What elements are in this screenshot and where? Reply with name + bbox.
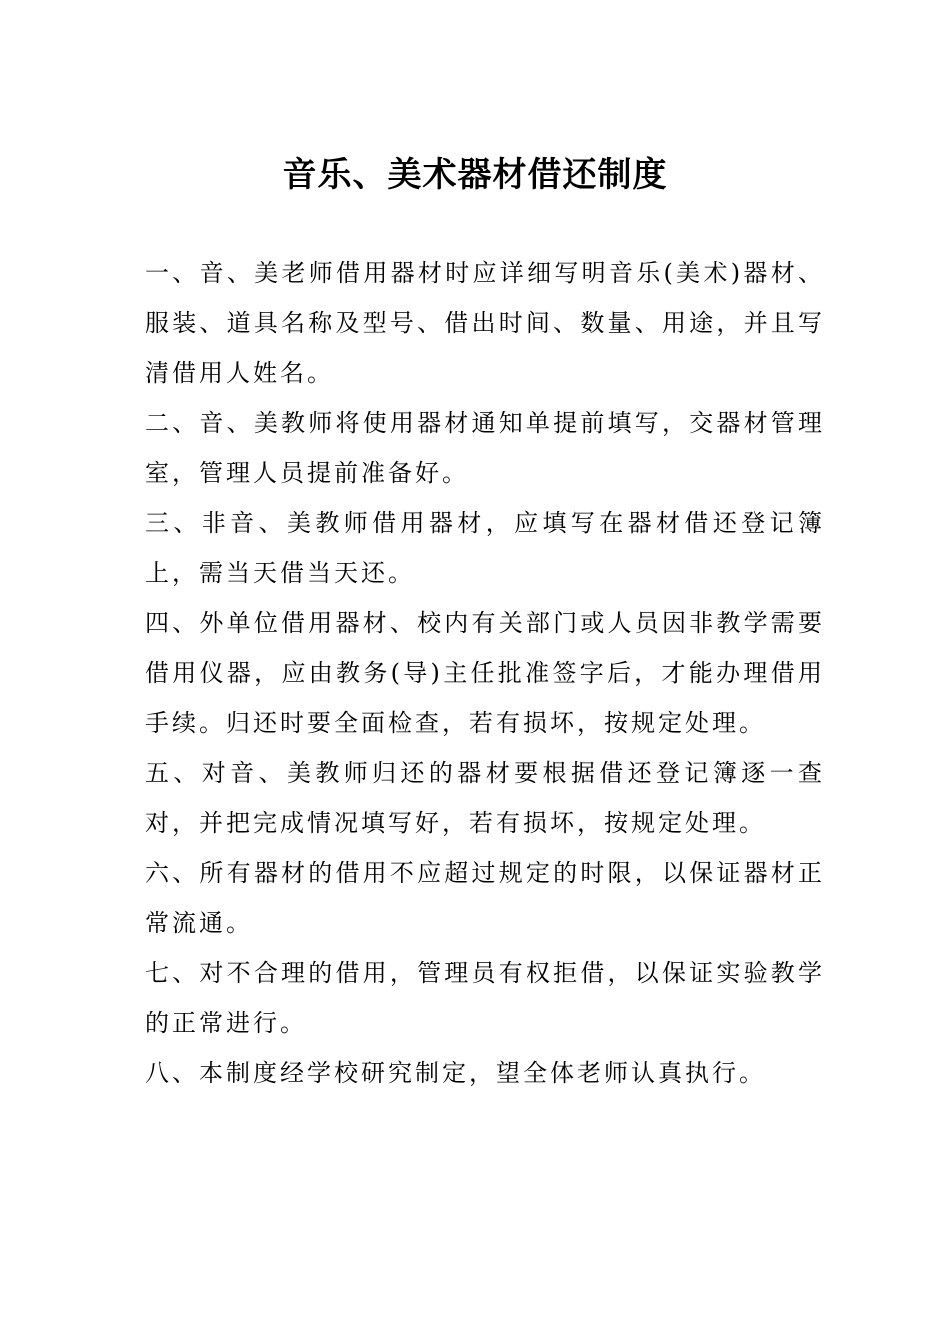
clause-2: 二、音、美教师将使用器材通知单提前填写，交器材管理室，管理人员提前准备好。 (145, 409, 825, 487)
clause-8: 八、本制度经学校研究制定，望全体老师认真执行。 (145, 1059, 766, 1087)
document-title: 音乐、美术器材借还制度 (282, 155, 668, 195)
clause-4: 四、外单位借用器材、校内有关部门或人员因非教学需要借用仪器，应由教务(导)主任批准签字后，才能办理借用手续。归还时要全面检查，若有损坏，按规定处理。 (145, 609, 825, 737)
clause-1: 一、音、美老师借用器材时应详细写明音乐(美术)器材、服装、道具名称及型号、借出时间、数量、用途，并且写清借用人姓名。 (145, 259, 825, 387)
clause-6: 六、所有器材的借用不应超过规定的时限，以保证器材正常流通。 (145, 859, 825, 937)
document-body (145, 248, 825, 1098)
clause-5: 五、对音、美教师归还的器材要根据借还登记簿逐一查对，并把完成情况填写好，若有损坏，按规定处理。 (145, 759, 825, 837)
clause-7: 七、对不合理的借用，管理员有权拒借，以保证实验教学的正常进行。 (145, 959, 825, 1037)
clause-3: 三、非音、美教师借用器材，应填写在器材借还登记簿上，需当天借当天还。 (145, 509, 825, 587)
